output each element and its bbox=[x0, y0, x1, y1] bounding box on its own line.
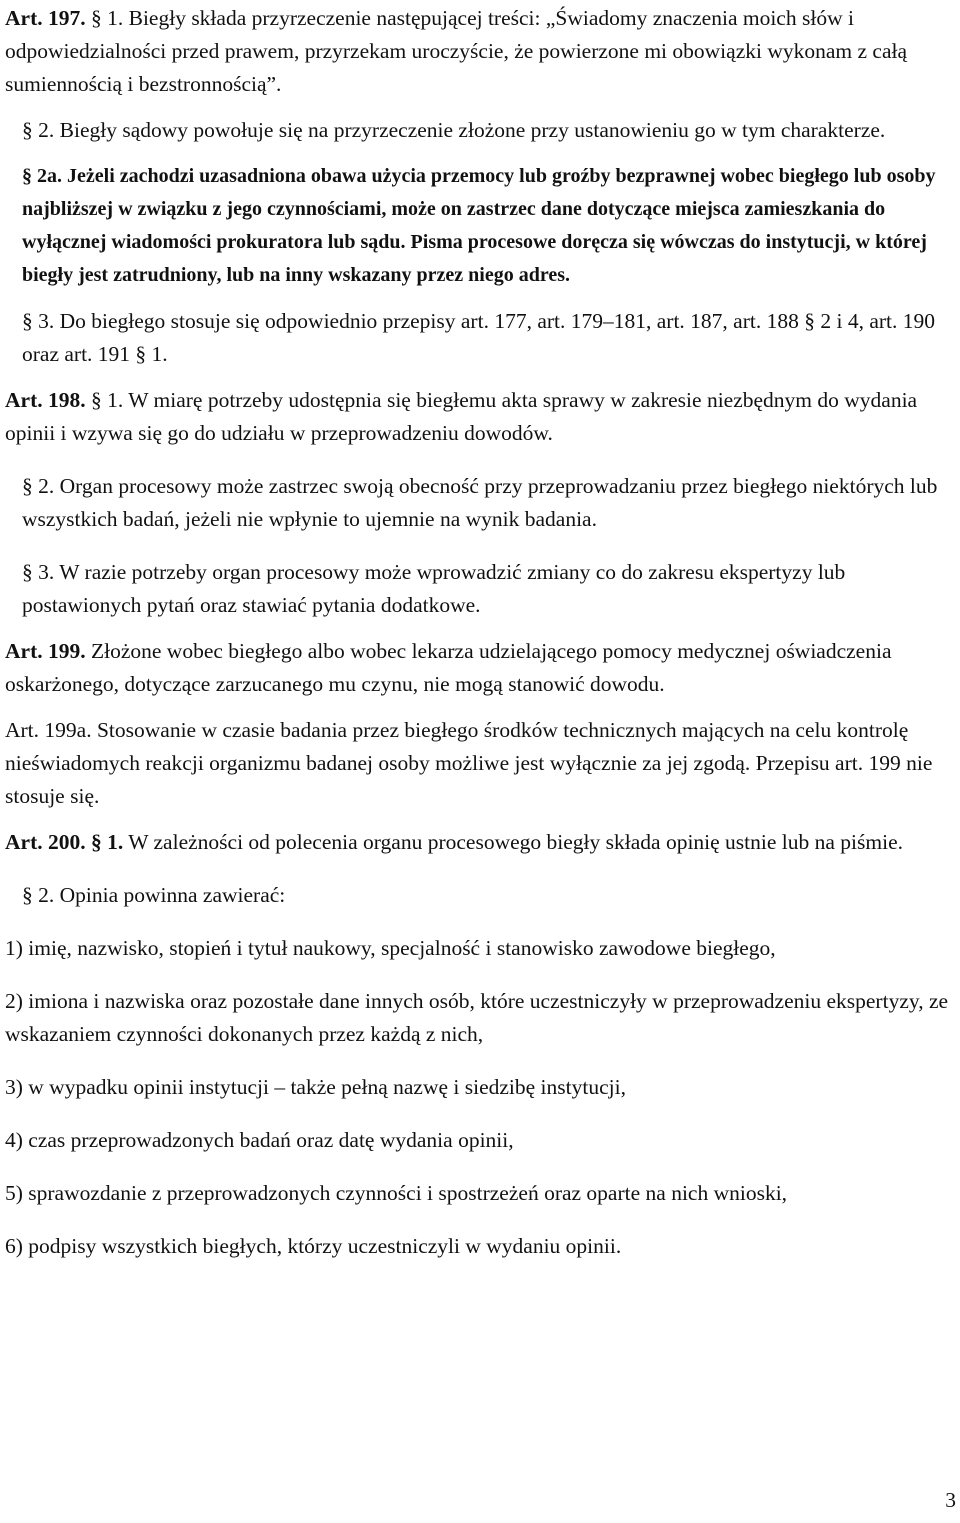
paragraph-text: W zależności od polecenia organu procesowego biegły składa opinię ustnie lub na piśmie. bbox=[128, 830, 904, 854]
paragraph-number: § 2. bbox=[22, 474, 55, 498]
paragraph-number: § 3. bbox=[22, 309, 55, 333]
paragraph-text: W razie potrzeby organ procesowy może wprowadzić zmiany co do zakresu ekspertyzy lub postawionych pytań oraz stawiać pytania dodatkowe. bbox=[22, 560, 846, 617]
art-197-par-3 bbox=[5, 305, 960, 371]
paragraph-text: Biegły składa przyrzeczenie następującej treści: „Świadomy znaczenia moich słów i odpowiedzialności przed prawem, przyrzekam uroczyście, że powierzone mi obowiązki wykonam z całą sumiennością i bezstronnością”. bbox=[5, 6, 908, 96]
paragraph-text: W miarę potrzeby udostępnia się biegłemu akta sprawy w zakresie niezbędnym do wydania opinii i wzywa się go do udziału w przeprowadzeniu dowodów. bbox=[5, 388, 918, 445]
art-197-par-1 bbox=[5, 2, 960, 101]
document-page bbox=[5, 2, 960, 1263]
paragraph-number: § 2a. bbox=[22, 165, 62, 187]
paragraph-number: § 1. bbox=[90, 830, 124, 854]
paragraph-text: Do biegłego stosuje się odpowiednio przepisy art. 177, art. 179–181, art. 187, art. 188 § 2 i 4, art. 190 oraz art. 191 § 1. bbox=[22, 309, 935, 366]
list-item: 5) sprawozdanie z przeprowadzonych czynności i spostrzeżeń oraz oparte na nich wnioski, bbox=[5, 1181, 788, 1205]
paragraph-text: Biegły sądowy powołuje się na przyrzeczenie złożone przy ustanowieniu go w tym charakterze. bbox=[59, 118, 886, 142]
page-number: 3 bbox=[945, 1488, 956, 1512]
paragraph-number: § 1. bbox=[90, 388, 124, 412]
article-heading: Art. 199. bbox=[5, 639, 86, 663]
paragraph-number: § 2. bbox=[22, 883, 55, 907]
list-item: 2) imiona i nazwiska oraz pozostałe dane innych osób, które uczestniczyły w przeprowadzeniu ekspertyzy, ze wskazaniem czynności dokonanych przez każdą z nich, bbox=[5, 989, 949, 1046]
paragraph-text: Opinia powinna zawierać: bbox=[59, 883, 286, 907]
article-heading: Art. 197. bbox=[5, 6, 86, 30]
paragraph-number: § 1. bbox=[90, 6, 124, 30]
list-item: 1) imię, nazwisko, stopień i tytuł naukowy, specjalność i stanowisko zawodowe biegłego, bbox=[5, 936, 776, 960]
list-item: 3) w wypadku opinii instytucji – także pełną nazwę i siedzibę instytucji, bbox=[5, 1075, 626, 1099]
list-item: 6) podpisy wszystkich biegłych, którzy uczestniczyli w wydaniu opinii. bbox=[5, 1234, 622, 1258]
art-198-par-2 bbox=[5, 470, 960, 536]
art-200-par-1 bbox=[5, 826, 960, 859]
art-197-par-2a bbox=[5, 160, 960, 292]
art-199 bbox=[5, 635, 960, 701]
art-197-par-2 bbox=[5, 114, 960, 147]
paragraph-text: Stosowanie w czasie badania przez biegłego środków technicznych mających na celu kontrolę nieświadomych reakcji organizmu badanej osoby możliwe jest wyłącznie za jej zgodą. Przepisu art. 199 nie stosuje się. bbox=[5, 718, 933, 808]
paragraph-text: Złożone wobec biegłego albo wobec lekarza udzielającego pomocy medycznej oświadczenia oskarżonego, dotyczące zarzucanego mu czynu, nie mogą stanowić dowodu. bbox=[5, 639, 892, 696]
article-heading: Art. 198. bbox=[5, 388, 86, 412]
article-heading: Art. 199a. bbox=[5, 718, 92, 742]
paragraph-number: § 2. bbox=[22, 118, 55, 142]
article-heading: Art. 200. bbox=[5, 830, 86, 854]
art-198-par-1 bbox=[5, 384, 960, 450]
art-198-par-3 bbox=[5, 556, 960, 622]
art-199a bbox=[5, 714, 960, 813]
paragraph-text: Organ procesowy może zastrzec swoją obecność przy przeprowadzaniu przez biegłego niektórych lub wszystkich badań, jeżeli nie wpłynie to ujemnie na wynik badania. bbox=[22, 474, 938, 531]
paragraph-number: § 3. bbox=[22, 560, 55, 584]
paragraph-text: Jeżeli zachodzi uzasadniona obawa użycia przemocy lub groźby bezprawnej wobec biegłego lub osoby najbliższej w związku z jego czynnościami, może on zastrzec dane dotyczące miejsca zamieszkania do wyłącznej wiadomości prokuratora lub sądu. Pisma procesowe doręcza się wówczas do instytucji, w której biegły jest zatrudniony, lub na inny wskazany przez niego adres. bbox=[22, 165, 936, 286]
art-200-par-2 bbox=[5, 879, 960, 912]
list-item: 4) czas przeprowadzonych badań oraz datę wydania opinii, bbox=[5, 1128, 514, 1152]
